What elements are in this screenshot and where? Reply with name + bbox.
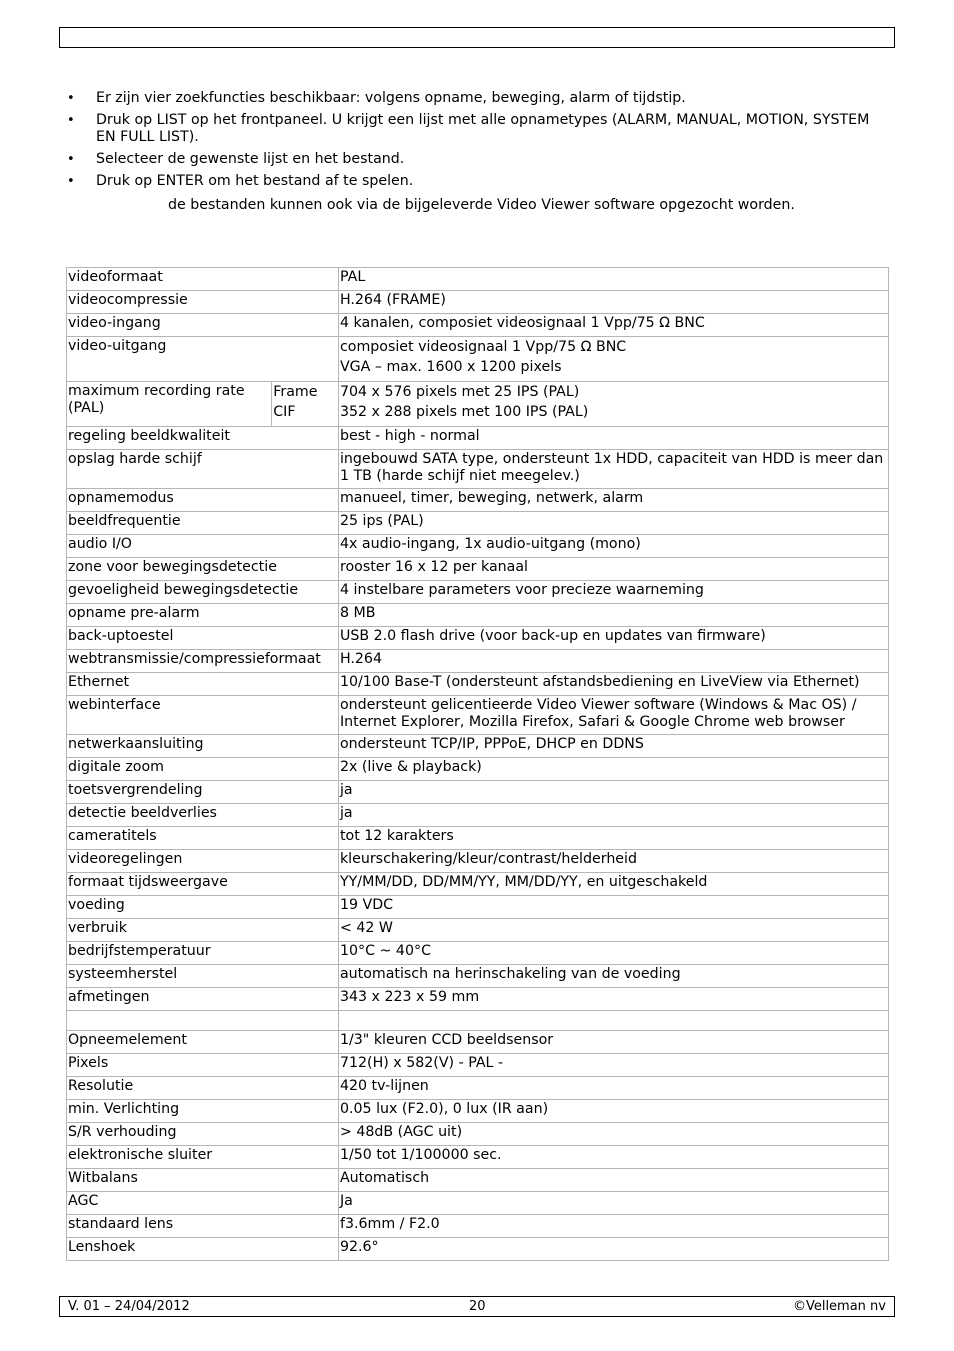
spec-value [338, 382, 888, 427]
spec-label: Pixels [67, 1054, 339, 1077]
spec-value-line: 704 x 576 pixels met 25 IPS (PAL) [339, 384, 580, 400]
spec-label: gevoeligheid bewegingsdetectie [67, 581, 339, 604]
bullet-icon: • [67, 152, 75, 167]
footer-page-number: 20 [469, 1299, 486, 1314]
page-header-box [59, 27, 895, 48]
spec-label: videoformaat [67, 268, 339, 291]
spec-sublabel-line: CIF [273, 404, 296, 420]
spec-label: netwerkaansluiting [67, 735, 339, 758]
list-item-text: Druk op ENTER om het bestand af te spelen. [96, 173, 414, 189]
spec-value: 4x audio-ingang, 1x audio-uitgang (mono) [338, 535, 888, 558]
spec-label: standaard lens [67, 1215, 339, 1238]
bullet-icon: • [67, 113, 75, 128]
spec-label: zone voor bewegingsdetectie [67, 558, 339, 581]
table-row [67, 337, 889, 382]
table-row [67, 919, 889, 942]
table-row [67, 1238, 889, 1261]
spec-label: afmetingen [67, 988, 339, 1011]
table-row [67, 735, 889, 758]
table-row [67, 988, 889, 1011]
spec-label: Ethernet [67, 673, 339, 696]
spec-value: automatisch na herinschakeling van de voeding [338, 965, 888, 988]
spec-value: PAL [338, 268, 888, 291]
table-row [67, 673, 889, 696]
spec-label: min. Verlichting [67, 1100, 339, 1123]
spec-value: USB 2.0 flash drive (voor back-up en updates van firmware) [338, 627, 888, 650]
spec-value: ondersteunt TCP/IP, PPPoE, DHCP en DDNS [338, 735, 888, 758]
spec-value: 0.05 lux (F2.0), 0 lux (IR aan) [338, 1100, 888, 1123]
spec-value: YY/MM/DD, DD/MM/YY, MM/DD/YY, en uitgeschakeld [338, 873, 888, 896]
spec-label: voeding [67, 896, 339, 919]
table-row [67, 1215, 889, 1238]
spec-value: 343 x 223 x 59 mm [338, 988, 888, 1011]
spacer-cell [338, 1011, 888, 1031]
spec-value: ja [338, 781, 888, 804]
spec-value: 4 kanalen, composiet videosignaal 1 Vpp/75 Ω BNC [338, 314, 888, 337]
spec-value [338, 337, 888, 382]
spec-label: S/R verhouding [67, 1123, 339, 1146]
spec-label: AGC [67, 1192, 339, 1215]
spec-value: > 48dB (AGC uit) [338, 1123, 888, 1146]
spec-value: 92.6° [338, 1238, 888, 1261]
table-row [67, 1192, 889, 1215]
table-row [67, 942, 889, 965]
spec-value: rooster 16 x 12 per kanaal [338, 558, 888, 581]
spec-value: ondersteunt gelicentieerde Video Viewer software (Windows & Mac OS) / Internet Explorer, Mozilla Firefox, Safari & Google Chrome web browser [338, 696, 888, 735]
spec-value: 25 ips (PAL) [338, 512, 888, 535]
table-row [67, 558, 889, 581]
spec-label: digitale zoom [67, 758, 339, 781]
table-row [67, 512, 889, 535]
spec-value: 2x (live & playback) [338, 758, 888, 781]
spec-label: webtransmissie/compressieformaat [67, 650, 339, 673]
spec-value: best - high - normal [338, 427, 888, 450]
spec-value: 1/3" kleuren CCD beeldsensor [338, 1031, 888, 1054]
spec-value: Automatisch [338, 1169, 888, 1192]
spec-label: opslag harde schijf [67, 450, 339, 489]
table-row [67, 896, 889, 919]
table-row [67, 314, 889, 337]
spec-value: 712(H) x 582(V) - PAL - [338, 1054, 888, 1077]
table-row [67, 581, 889, 604]
spec-value: 420 tv-lijnen [338, 1077, 888, 1100]
table-row [67, 827, 889, 850]
spec-label: opnamemodus [67, 489, 339, 512]
table-row [67, 450, 889, 489]
list-item [59, 90, 879, 107]
spec-label: toetsvergrendeling [67, 781, 339, 804]
spec-label: video-uitgang [67, 337, 339, 382]
spec-label: elektronische sluiter [67, 1146, 339, 1169]
table-row [67, 604, 889, 627]
spec-label: videoregelingen [67, 850, 339, 873]
table-row [67, 650, 889, 673]
spec-value: ja [338, 804, 888, 827]
spec-label: verbruik [67, 919, 339, 942]
table-row [67, 758, 889, 781]
table-row [67, 1123, 889, 1146]
spec-label: systeemherstel [67, 965, 339, 988]
table-row [67, 873, 889, 896]
table-row [67, 804, 889, 827]
spec-sublabel-line: Frame [273, 384, 318, 400]
bullet-icon: • [67, 91, 75, 106]
bullet-icon: • [67, 174, 75, 189]
list-item [59, 151, 879, 168]
spec-value-line: VGA – max. 1600 x 1200 pixels [339, 359, 562, 375]
spec-label: maximum recording rate (PAL) [67, 382, 272, 427]
spec-label: cameratitels [67, 827, 339, 850]
table-row [67, 1077, 889, 1100]
spec-value: 8 MB [338, 604, 888, 627]
spec-sublabel [272, 382, 339, 427]
spec-value: tot 12 karakters [338, 827, 888, 850]
list-item [59, 173, 879, 190]
table-row [67, 1146, 889, 1169]
table-row [67, 1169, 889, 1192]
footer-version: V. 01 – 24/04/2012 [68, 1299, 190, 1314]
page-footer [59, 1296, 895, 1317]
table-row [67, 1031, 889, 1054]
spec-value: 10/100 Base-T (ondersteunt afstandsbediening en LiveView via Ethernet) [338, 673, 888, 696]
table-row [67, 1100, 889, 1123]
list-item-text: Selecteer de gewenste lijst en het bestand. [96, 151, 405, 167]
spec-label: opname pre-alarm [67, 604, 339, 627]
spec-value: manueel, timer, beweging, netwerk, alarm [338, 489, 888, 512]
spec-label: formaat tijdsweergave [67, 873, 339, 896]
spec-label: webinterface [67, 696, 339, 735]
spec-label: beeldfrequentie [67, 512, 339, 535]
table-row [67, 535, 889, 558]
table-row [67, 382, 889, 427]
spec-label: video-ingang [67, 314, 339, 337]
spec-value-line: 352 x 288 pixels met 100 IPS (PAL) [339, 404, 589, 420]
spec-value: kleurschakering/kleur/contrast/helderheid [338, 850, 888, 873]
spec-label: Lenshoek [67, 1238, 339, 1261]
table-row [67, 268, 889, 291]
spec-value: 10°C ~ 40°C [338, 942, 888, 965]
spec-value: < 42 W [338, 919, 888, 942]
table-row [67, 291, 889, 314]
specifications-table [66, 267, 889, 1261]
table-row [67, 489, 889, 512]
spec-label: Witbalans [67, 1169, 339, 1192]
spec-label: regeling beeldkwaliteit [67, 427, 339, 450]
table-row [67, 627, 889, 650]
spacer-cell [67, 1011, 339, 1031]
search-instructions-list [59, 90, 879, 195]
table-row [67, 1054, 889, 1077]
list-item-text: Druk op LIST op het frontpaneel. U krijgt een lijst met alle opnametypes (ALARM, MANUAL, MOTION, SYSTEM EN FULL LIST). [96, 112, 870, 145]
table-row [67, 850, 889, 873]
list-item [59, 112, 879, 146]
spec-value: 19 VDC [338, 896, 888, 919]
table-row [67, 965, 889, 988]
spec-label: videocompressie [67, 291, 339, 314]
spec-label: detectie beeldverlies [67, 804, 339, 827]
list-item-text: Er zijn vier zoekfuncties beschikbaar: volgens opname, beweging, alarm of tijdstip. [96, 90, 686, 106]
spec-value: 4 instelbare parameters voor precieze waarneming [338, 581, 888, 604]
table-row [67, 427, 889, 450]
spec-value: f3.6mm / F2.0 [338, 1215, 888, 1238]
spec-value: H.264 (FRAME) [338, 291, 888, 314]
spec-label: Opneemelement [67, 1031, 339, 1054]
table-row [67, 781, 889, 804]
table-row [67, 696, 889, 735]
spec-value: ingebouwd SATA type, ondersteunt 1x HDD, capaciteit van HDD is meer dan 1 TB (harde schijf niet meegelev.) [338, 450, 888, 489]
spec-value: Ja [338, 1192, 888, 1215]
spec-value: H.264 [338, 650, 888, 673]
spec-label: Resolutie [67, 1077, 339, 1100]
spec-label: back-uptoestel [67, 627, 339, 650]
spec-value-line: composiet videosignaal 1 Vpp/75 Ω BNC [339, 339, 627, 355]
table-row-spacer [67, 1011, 889, 1031]
note-text: de bestanden kunnen ook via de bijgeleverde Video Viewer software opgezocht worden. [168, 197, 795, 213]
spec-label: audio I/O [67, 535, 339, 558]
spec-label: bedrijfstemperatuur [67, 942, 339, 965]
spec-value: 1/50 tot 1/100000 sec. [338, 1146, 888, 1169]
footer-copyright: ©Velleman nv [792, 1299, 886, 1314]
